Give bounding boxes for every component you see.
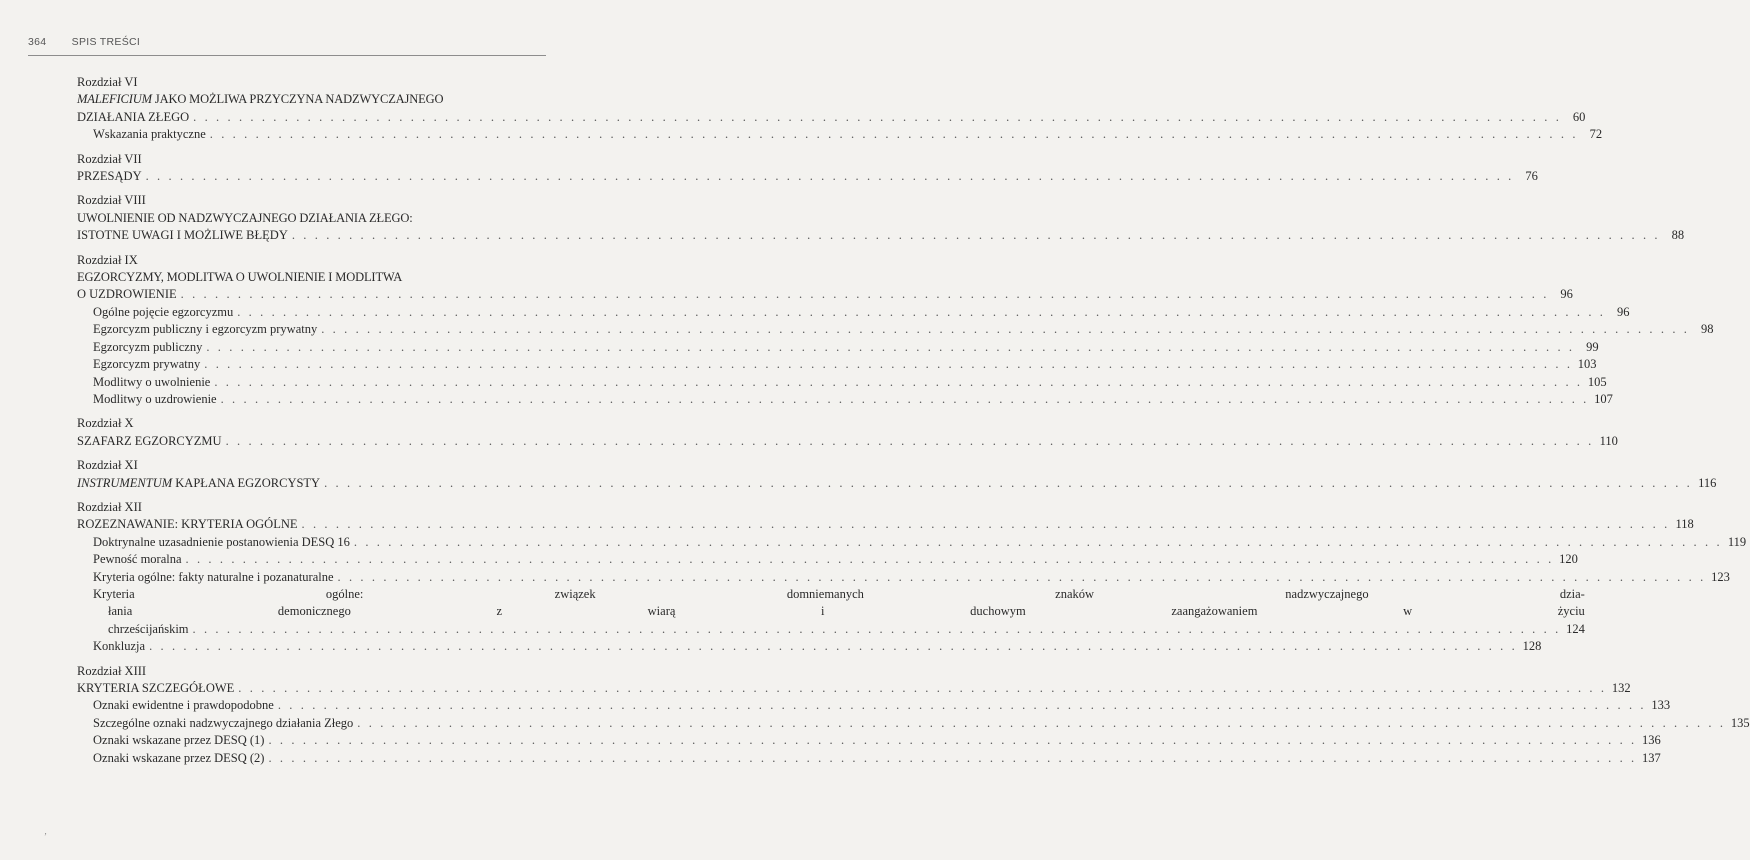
entry-page: 60 [1572,109,1586,124]
entry-title-text: Modlitwy o uwolnienie [93,374,211,389]
chapter-title-text: EGZORCYZMY, MODLITWA O UWOLNIENIE I MODLITWA [77,270,403,285]
entry-page: 124 [1566,621,1585,636]
entry-page: 132 [1611,681,1631,695]
chapter-title-text: JAKO MOŻLIWA PRZYCZYNA NADZWYCZAJNEGO [151,92,444,107]
dot-leader: . . . . . . . . . . . . . . . . . . . . . . . . . . . . . . . . . . . . . . . . . . . . . . . . . . . . . . . . . . . . . . . . . . . . . . . . . . . . . . . . . . . . . . . . . . . . . . . . . . . . . . . . . . . . . . . . . . . . . . . . [238,681,1607,695]
entry-title-text: ROZEZNAWANIE: KRYTERIA OGÓLNE [77,517,298,532]
dot-leader: . . . . . . . . . . . . . . . . . . . . . . . . . . . . . . . . . . . . . . . . . . . . . . . . . . . . . . . . . . . . . . . . . . . . . . . . . . . . . . . . . . . . . . . . . . . . . . . . . . . . . . . . . . . . . . . . . . . . . . . . [353,534,1723,549]
chapter-title-text: UWOLNIENIE OD NADZWYCZAJNEGO DZIAŁANIA ZŁEGO: [77,210,413,225]
entry-title [93,715,353,732]
chapter-label: Rozdział XIII [77,663,147,678]
entry-title-text: Szczególne oznaki nadzwyczajnego działania Złego [93,715,354,730]
entry-page: 96 [1617,304,1630,319]
entry-page: 99 [1586,339,1599,354]
entry-title [93,551,182,568]
toc-entry[interactable] [77,680,1631,697]
running-header [28,36,543,48]
entry-title-text: Doktrynalne uzasadnienie postanowienia DESQ 16 [93,534,350,549]
toc-entry[interactable] [77,569,1730,586]
entry-title [93,304,233,321]
toc-entry[interactable] [77,126,1603,143]
dot-leader: . . . . . . . . . . . . . . . . . . . . . . . . . . . . . . . . . . . . . . . . . . . . . . . . . . . . . . . . . . . . . . . . . . . . . . . . . . . . . . . . . . . . . . . . . . . . . . . . . . . . . . . . . . . . . . . . . . . . . . . . [220,391,1589,406]
entry-title-text: Wskazania praktyczne [93,127,206,142]
chapter-label: Rozdział IX [77,252,138,267]
entry-title [77,433,222,450]
chapter-label: Rozdział XII [77,499,142,514]
toc-entry[interactable] [77,374,1607,391]
entry-page: 72 [1589,127,1603,142]
entry-page: 120 [1559,552,1578,567]
toc-entry[interactable] [77,321,1714,338]
toc-entry[interactable] [77,286,1573,303]
entry-title-text: Egzorcyzm publiczny i egzorcyzm prywatny [93,322,318,337]
header-rule [28,55,546,56]
toc-entry[interactable] [77,168,1538,185]
entry-title-text: Egzorcyzm publiczny [93,339,203,354]
page-number: 364 [28,36,47,48]
dot-leader: . . . . . . . . . . . . . . . . . . . . . . . . . . . . . . . . . . . . . . . . . . . . . . . . . . . . . . . . . . . . . . . . . . . . . . . . . . . . . . . . . . . . . . . . . . . . . . . . . . . . . . . . . . . . . . . . . . . . . . . . [357,715,1726,730]
entry-title-text: DZIAŁANIA ZŁEGO [77,109,190,124]
entry-page: 76 [1525,169,1538,184]
chapter-block [77,457,1717,492]
entry-page: 123 [1711,569,1730,584]
entry-title-text: KAPŁANA EGZORCYSTY [172,475,321,490]
chapter-block [77,415,1618,450]
entry-page: 118 [1675,517,1694,532]
entry-title [77,109,189,126]
chapter-title-italic: MALEFICIUM [77,92,152,107]
entry-title-text: PRZESĄDY [77,169,142,184]
entry-title-italic: INSTRUMENTUM [77,475,173,490]
entry-page: 128 [1522,639,1542,654]
entry-title-line: chrześcijańskim [108,621,189,636]
entry-title [93,569,334,586]
entry-title [93,638,145,655]
toc-entry[interactable] [77,715,1750,732]
dot-leader: . . . . . . . . . . . . . . . . . . . . . . . . . . . . . . . . . . . . . . . . . . . . . . . . . . . . . . . . . . . . . . . . . . . . . . . . . . . . . . . . . . . . . . . . . . . . . . . . . . . . . . . . . . . . . . . . . . . . . . . . [185,552,1554,567]
dot-leader: . . . . . . . . . . . . . . . . . . . . . . . . . . . . . . . . . . . . . . . . . . . . . . . . . . . . . . . . . . . . . . . . . . . . . . . . . . . . . . . . . . . . . . . . . . . . . . . . . . . . . . . . . . . . . . . . . . . . . . . . [204,357,1573,372]
entry-title-text: ISTOTNE UWAGI I MOŻLIWE BŁĘDY [77,228,288,243]
entry-title-text: Oznaki wskazane przez DESQ (1) [93,733,265,748]
dot-leader: . . . . . . . . . . . . . . . . . . . . . . . . . . . . . . . . . . . . . . . . . . . . . . . . . . . . . . . . . . . . . . . . . . . . . . . . . . . . . . . . . . . . . . . . . . . . . . . . . . . . . . . . . . . . . . . . . . . . . . . . [145,169,1514,184]
chapter-label: Rozdział X [77,416,134,431]
entry-title [93,126,206,143]
entry-title [93,374,210,391]
entry-title [77,227,288,244]
running-title: SPIS TREŚCI [71,36,141,48]
dot-leader: . . . . . . . . . . . . . . . . . . . . . . . . . . . . . . . . . . . . . . . . . . . . . . . . . . . . . . . . . . . . . . . . . . . . . . . . . . . . . . . . . . . . . . . . . . . . . . . . . . . . . . . . . . . . . . . . . . . . . . . . [277,698,1647,713]
chapter-block [77,252,1714,409]
entry-page: 119 [1727,534,1747,549]
entry-title-text: Kryteria ogólne: fakty naturalne i pozanaturalne [93,569,334,584]
chapter-label: Rozdział VI [77,75,138,89]
entry-title-line: łania demonicznego z wiarą i duchowym zaangażowaniem w życiu [108,604,1585,619]
entry-title [77,168,142,185]
toc-entry[interactable] [77,750,1661,767]
toc-entry[interactable] [77,732,1661,749]
toc-entry[interactable] [77,304,1630,321]
toc-entry[interactable] [77,356,1597,373]
chapter-block [77,663,1750,767]
dot-leader: . . . . . . . . . . . . . . . . . . . . . . . . . . . . . . . . . . . . . . . . . . . . . . . . . . . . . . . . . . . . . . . . . . . . . . . . . . . . . . . . . . . . . . . . . . . . . . . . . . . . . . . . . . . . . . . . . . . . . . . . [237,304,1606,319]
entry-page: 135 [1730,715,1750,730]
dot-leader: . . . . . . . . . . . . . . . . . . . . . . . . . . . . . . . . . . . . . . . . . . . . . . . . . . . . . . . . . . . . . . . . . . . . . . . . . . . . . . . . . . . . . . . . . . . . . . . . . . . . . . . . . . . . . . . . . . . . . . . . [324,475,1693,490]
entry-title [93,697,274,714]
toc-entry[interactable] [77,227,1685,244]
entry-title-line: Kryteria ogólne: związek domniemanych znaków nadzwyczajnego dzia- [93,586,1585,601]
entry-title [77,475,320,492]
chapter-block [77,74,1603,144]
entry-title-text: Oznaki ewidentne i prawdopodobne [93,698,274,713]
toc-entry[interactable] [77,433,1618,450]
chapter-title [77,210,520,227]
entry-title [93,339,202,356]
dot-leader: . . . . . . . . . . . . . . . . . . . . . . . . . . . . . . . . . . . . . . . . . . . . . . . . . . . . . . . . . . . . . . . . . . . . . . . . . . . . . . . . . . . . . . . . . . . . . . . . . . . . . . . . . . . . . . . . . . . . . . . . [149,639,1518,654]
entry-title [77,680,234,697]
entry-title [93,534,350,551]
entry-title-text: Egzorcyzm prywatny [93,357,201,372]
dot-leader: . . . . . . . . . . . . . . . . . . . . . . . . . . . . . . . . . . . . . . . . . . . . . . . . . . . . . . . . . . . . . . . . . . . . . . . . . . . . . . . . . . . . . . . . . . . . . . . . . . . . . . . . . . . . . . . . . . . . . . . . [180,287,1549,302]
chapter-title [77,269,520,286]
entry-title-text: Konkluzja [93,639,146,654]
dot-leader: . . . . . . . . . . . . . . . . . . . . . . . . . . . . . . . . . . . . . . . . . . . . . . . . . . . . . . . . . . . . . . . . . . . . . . . . . . . . . . . . . . . . . . . . . . . . . . . . . . . . . . . . . . . . . . . . . . . . . . . . [337,569,1706,584]
entry-page: 133 [1651,698,1671,713]
dot-leader: . . . . . . . . . . . . . . . . . . . . . . . . . . . . . . . . . . . . . . . . . . . . . . . . . . . . . . . . . . . . . . . . . . . . . . . . . . . . . . . . . . . . . . . . . . . . . . . . . . . . . . . . . . . . . . . . . . . . . . . . [214,374,1583,389]
dot-leader: . . . . . . . . . . . . . . . . . . . . . . . . . . . . . . . . . . . . . . . . . . . . . . . . . . . . . . . . . . . . . . . . . . . . . . . . . . . . . . . . . . . . . . . . . . . . . . . . . . . . . . . . . . . . . . . . . . . . . . . . [193,109,1562,124]
entry-page: 137 [1642,750,1661,765]
entry-page: 105 [1587,374,1607,389]
dot-leader: . . . . . . . . . . . . . . . . . . . . . . . . . . . . . . . . . . . . . . . . . . . . . . . . . . . . . . . . . . . . . . . . . . . . . . . . . . . . . . . . . . . . . . . . . . . . . . . . . . . . . . . . . . . . . . . . . . . . . . . . [291,228,1661,243]
entry-title [77,516,298,533]
toc-entry[interactable] [77,638,1542,655]
entry-page: 107 [1594,391,1613,406]
toc-entry[interactable] [77,109,1586,126]
chapter-block [77,192,1685,244]
entry-page: 136 [1642,733,1661,748]
dot-leader: . . . . . . . . . . . . . . . . . . . . . . . . . . . . . . . . . . . . . . . . . . . . . . . . . . . . . . . . . . . . . . . . . . . . . . . . . . . . . . . . . . . . . . . . . . . . . . . . . . . . . . . . . . . . . . . . . . . . . . . . [225,433,1594,448]
entry-title-text: O UZDROWIENIE [77,287,177,302]
toc-entry[interactable] [77,475,1717,492]
toc-entry-multiline[interactable] [77,586,1585,638]
entry-page: 103 [1577,357,1597,372]
entry-title [93,750,264,767]
entry-title-lastline [93,621,1585,638]
entry-title-text: Modlitwy o uzdrowienie [93,391,217,406]
entry-page: 96 [1560,287,1573,302]
dot-leader: . . . . . . . . . . . . . . . . . . . . . . . . . . . . . . . . . . . . . . . . . . . . . . . . . . . . . . . . . . . . . . . . . . . . . . . . . . . . . . . . . . . . . . . . . . . . . . . . . . . . . . . . . . . . . . . . . . . . . . . . [192,621,1561,636]
entry-title-text: KRYTERIA SZCZEGÓŁOWE [77,681,235,695]
entry-title-text: Pewność moralna [93,552,182,567]
entry-page: 88 [1671,228,1685,243]
chapter-label: Rozdział VII [77,151,142,166]
toc-entry[interactable] [77,551,1578,568]
entry-title [93,732,264,749]
toc-entry[interactable] [77,534,1747,551]
entry-page: 98 [1701,322,1714,337]
entry-page: 116 [1698,475,1717,490]
entry-title [93,586,1585,638]
entry-title-text: Ogólne pojęcie egzorcyzmu [93,304,234,319]
entry-title [77,286,177,303]
entry-title [93,391,217,408]
chapter-label: Rozdział VIII [77,193,146,208]
chapter-block [77,499,1747,656]
table-of-contents [77,74,1750,767]
dot-leader: . . . . . . . . . . . . . . . . . . . . . . . . . . . . . . . . . . . . . . . . . . . . . . . . . . . . . . . . . . . . . . . . . . . . . . . . . . . . . . . . . . . . . . . . . . . . . . . . . . . . . . . . . . . . . . . . . . . . . . . . [206,339,1575,354]
dot-leader: . . . . . . . . . . . . . . . . . . . . . . . . . . . . . . . . . . . . . . . . . . . . . . . . . . . . . . . . . . . . . . . . . . . . . . . . . . . . . . . . . . . . . . . . . . . . . . . . . . . . . . . . . . . . . . . . . . . . . . . . [268,733,1637,748]
entry-title-text: Oznaki wskazane przez DESQ (2) [93,750,265,765]
toc-entry[interactable] [77,697,1671,714]
dot-leader: . . . . . . . . . . . . . . . . . . . . . . . . . . . . . . . . . . . . . . . . . . . . . . . . . . . . . . . . . . . . . . . . . . . . . . . . . . . . . . . . . . . . . . . . . . . . . . . . . . . . . . . . . . . . . . . . . . . . . . . . [321,322,1690,337]
entry-page: 110 [1599,433,1618,448]
dot-leader: . . . . . . . . . . . . . . . . . . . . . . . . . . . . . . . . . . . . . . . . . . . . . . . . . . . . . . . . . . . . . . . . . . . . . . . . . . . . . . . . . . . . . . . . . . . . . . . . . . . . . . . . . . . . . . . . . . . . . . . . [301,517,1670,532]
entry-title-text: SZAFARZ EGZORCYZMU [77,433,222,448]
toc-entry[interactable] [77,339,1599,356]
page-mark: ‚ [44,826,47,836]
toc-entry[interactable] [77,516,1694,533]
dot-leader: . . . . . . . . . . . . . . . . . . . . . . . . . . . . . . . . . . . . . . . . . . . . . . . . . . . . . . . . . . . . . . . . . . . . . . . . . . . . . . . . . . . . . . . . . . . . . . . . . . . . . . . . . . . . . . . . . . . . . . . . [209,127,1579,142]
toc-entry[interactable] [77,391,1613,408]
chapter-block [77,151,1538,186]
dot-leader: . . . . . . . . . . . . . . . . . . . . . . . . . . . . . . . . . . . . . . . . . . . . . . . . . . . . . . . . . . . . . . . . . . . . . . . . . . . . . . . . . . . . . . . . . . . . . . . . . . . . . . . . . . . . . . . . . . . . . . . . [268,750,1637,765]
chapter-label: Rozdział XI [77,458,138,473]
entry-title [93,356,200,373]
entry-title [93,321,317,338]
chapter-title [77,91,520,108]
